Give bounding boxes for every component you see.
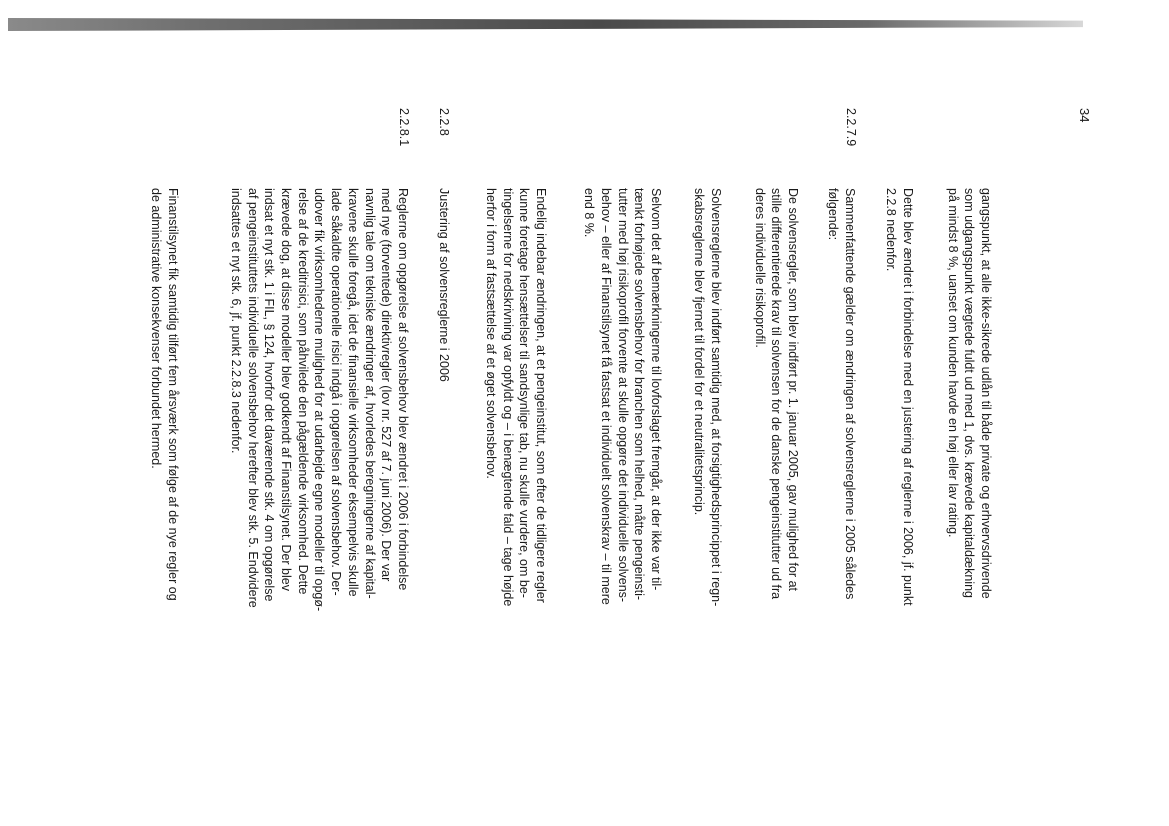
paragraph: De solvensregler, som blev indført pr. 1. januar 2005, gav mulighed for at stille differentierede krav til solvensen for de danske pengeinstitutter ud fra deres individuelle risikoprofil. xyxy=(752,188,800,600)
paragraph: Selvom det af bemærkningerne til lovforslaget fremgår, at der ikke var til- tænkt forhøjede solvensbehov for branchen som helhed, måtte pengeinsti- tutter med høj risikoprofil forvente at skulle opgøre det individuelle solvens- behov – eller af Finanstilsynet få fastsat et individuelt solvenskrav – til mere end 8 %. xyxy=(582,188,663,605)
scan-edge-bar xyxy=(8,18,1083,31)
paragraph: Finanstilsynet fik samtidig tilført fem årsværk som følge af de nye regler og de administrative konsekvenser forbundet hermed. xyxy=(149,188,180,601)
paragraph: gangspunkt, at alle ikke-sikrede udlån til både private og erhvervsdrivende som udgangspunkt vægtede fuldt ud med 1, dvs. krævede kapitaldækning på mindst 8 %, uanset om kunden havde en høj eller lav rating. xyxy=(945,188,993,599)
section-number-2-2-8: 2.2.8 xyxy=(437,108,451,136)
paragraph: Sammenfattende gælder om ændringen af solvensreglerne i 2005 således følgende: xyxy=(826,188,857,600)
section-number-2-2-7-9: 2.2.7.9 xyxy=(844,108,858,147)
section-number-2-2-8-1: 2.2.8.1 xyxy=(397,108,411,147)
paragraph: Dette blev ændret i forbindelse med en justering af reglerne i 2006, jf. punkt 2.2.8 nedenfor. xyxy=(884,188,915,606)
paragraph: Reglerne om opgørelse af solvensbehov blev ændret i 2006 i forbindelse med nye (forventede) direktivregler (lov nr. 527 af 7. juni 2006). Der var navnlig tale om tekniske ændringer af, hvorledes beregningerne af kapital- kravene skulle foregå, idet de finansielle virksomheder eksempelvis skulle lade såkaldte operationelle risici indgå i opgørelsen af solvensbehov. Der- udover fik virksomhederne mulighed for at udarbejde egne modeller til opgø- relse af de kreditrisici, som påhvilede den pågældende virksomhed. Dette krævede dog, at disse modeller blev godkendt af Finanstilsynet. Der blev indsat et nyt stk. 1 i FIL, § 124, hvorfor det daværende stk. 4 om opgørelse af pengeinstituttets individuelle solvensbehov herefter blev stk. 5. Endvidere indsattes et nyt stk. 6, jf. punkt 2.2.8.3 nedenfor. xyxy=(228,188,410,612)
paragraph: Endelig indebar ændringen, at et pengeinstitut, som efter de tidligere regler kunne foretage hensættelser til sandsynlige tab, nu skulle vurdere, om be- tingelserne for nedskrivning var opfyldt og – i benægtende fald – tage højde herfor i form af fastsættelse af et øget solvensbehov. xyxy=(483,188,548,607)
page-number: 34 xyxy=(1077,108,1092,123)
section-heading-2-2-8: Justering af solvensreglerne i 2006 xyxy=(437,188,451,382)
paragraph: Solvensreglerne blev indført samtidig med, at forsigtighedsprincippet i regn- skabsreglerne blev fjernet til fordel for et neutralitetsprincip. xyxy=(692,188,723,607)
